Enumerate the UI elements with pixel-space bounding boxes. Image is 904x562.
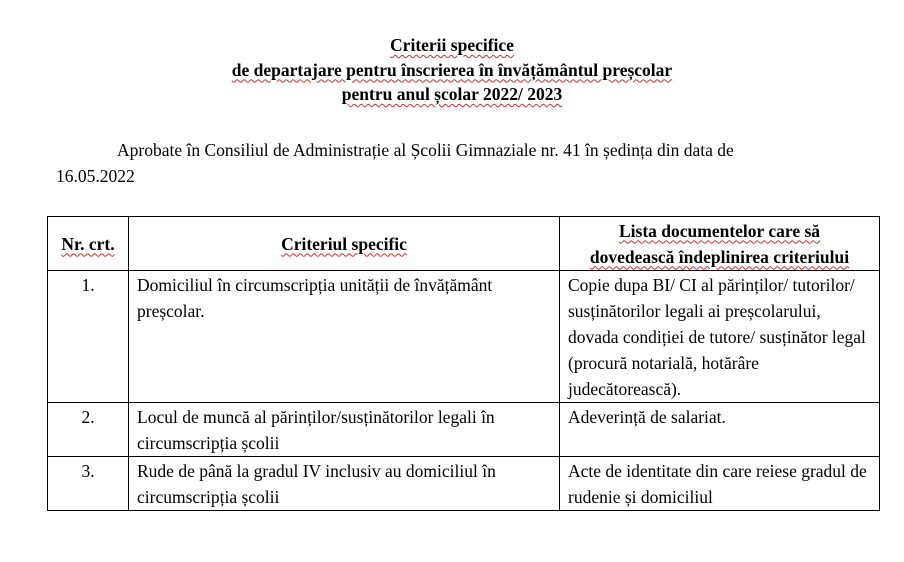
- row-criteriu: Domiciliul în circumscripția unității de învățământ preșcolar.: [129, 271, 560, 403]
- title-line-1: Criterii specifice: [390, 35, 514, 55]
- row-documente: Acte de identitate din care reiese gradul de rudenie și domiciliul: [560, 457, 880, 511]
- title-line-2: de departajare pentru înscrierea în învățământul preșcolar: [231, 59, 673, 80]
- title-line-3: pentru anul școlar 2022/ 2023: [341, 84, 563, 104]
- row-number: 2.: [48, 403, 129, 457]
- row-criteriu: Rude de până la gradul IV inclusiv au domiciliul în circumscripția școlii: [129, 457, 560, 511]
- header-documente: Lista documentelor care să dovedească îndeplinirea criteriului: [560, 217, 880, 271]
- document-title: [0, 33, 904, 107]
- row-number: 3.: [48, 457, 129, 511]
- row-criteriu: Locul de muncă al părinților/susținătorilor legali în circumscripția școlii: [129, 403, 560, 457]
- table-header-row: [48, 217, 880, 271]
- row-number: 1.: [48, 271, 129, 403]
- table-row: [48, 457, 880, 511]
- approval-paragraph: [56, 137, 846, 189]
- table-row: [48, 403, 880, 457]
- row-documente: Copie dupa BI/ CI al părinților/ tutorilor/ susținătorilor legali ai preșcolarului, dovada condiției de tutore/ susținător legal (procură notarială, hotărâre judecătorească).: [560, 271, 880, 403]
- approval-line-1: Aprobate în Consiliul de Administrație al Școlii Gimnaziale nr. 41 în ședința din data de: [117, 140, 734, 160]
- header-nr: Nr. crt.: [48, 217, 129, 271]
- header-criteriu: Criteriul specific: [129, 217, 560, 271]
- row-documente: Adeverință de salariat.: [560, 403, 880, 457]
- approval-date: 16.05.2022: [56, 166, 135, 186]
- table-row: [48, 271, 880, 403]
- criteria-table: [47, 216, 880, 511]
